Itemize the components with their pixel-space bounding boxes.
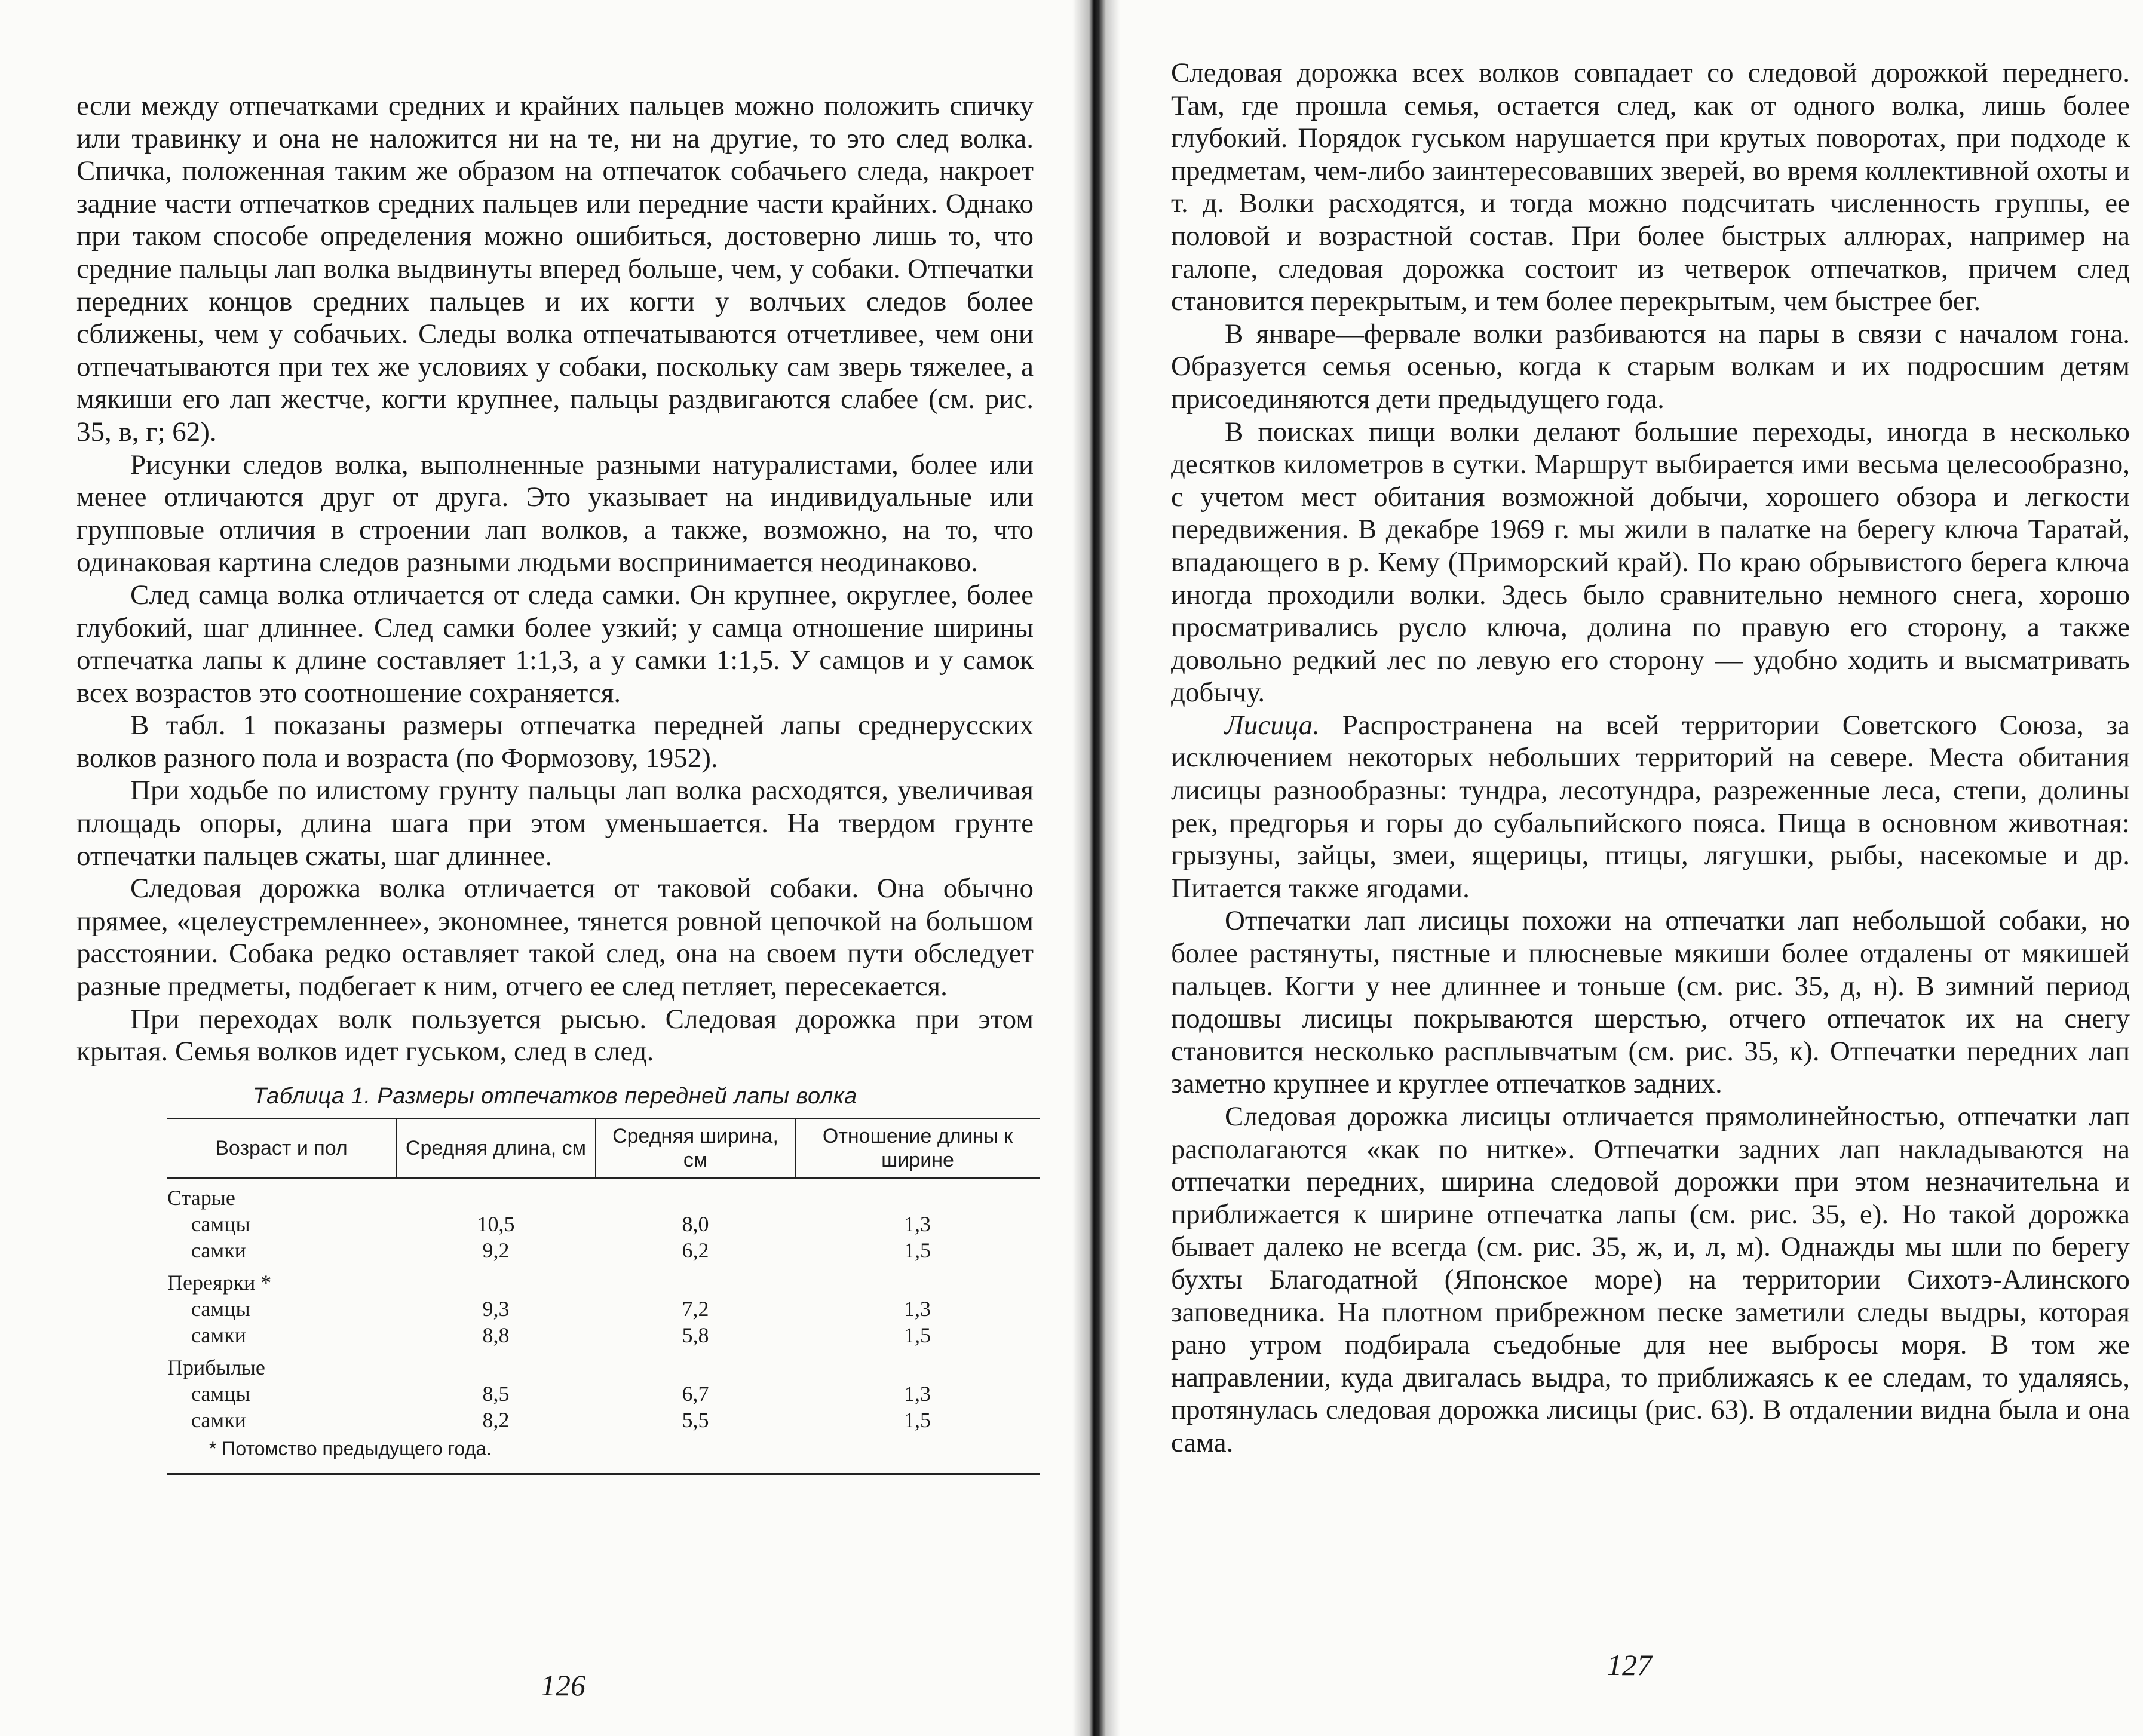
table-footnote: * Потомство предыдущего года. — [167, 1433, 1040, 1475]
table-row — [167, 1407, 1040, 1433]
table-row — [167, 1237, 1040, 1263]
paragraph-text: Распространена на всей территории Советского Союза, за исключением некоторых небольших территорий на севере. Места обитания лисицы разнообразны: тундра, лесотундра, разреженные леса, степи, долины рек, предгорья и горы до субальпийского пояса. Пища в основном животная: грызуны, зайцы, змеи, ящерицы, птицы, лягушки, рыбы, насекомые и др. Питается также ягодами. — [1171, 709, 2130, 904]
paragraph: Следовая дорожка всех волков совпадает со следовой дорожкой переднего. Там, где прошла семья, остается след, как от одного волка, лишь более глубокий. Порядок гуськом нарушается при крутых поворотах, при подходе к предметам, чем-либо заинтересовавших зверей, во время коллективной охоты и т. д. Волки расходятся, и тогда можно подсчитать численность группы, ее половой и возрастной состав. При более быстрых аллюрах, например на галопе, следовая дорожка состоит из четверок отпечатков, причем след становится перекрытым, и тем более перекрытым, чем быстрее бег. — [1171, 57, 2130, 317]
row-label: самки — [191, 1407, 246, 1432]
table-header-row — [167, 1118, 1040, 1177]
table-row — [167, 1211, 1040, 1237]
paragraph: При ходьбе по илистому грунту пальцы лап волка расходятся, увеличивая площадь опоры, длина шага при этом уменьшается. На твердом грунте отпечатки пальцев сжаты, шаг длиннее. — [76, 775, 1034, 872]
paragraph: Следовая дорожка волка отличается от таковой собаки. Она обычно прямее, «целеустремленнее», экономнее, тянется ровной цепочкой на большом расстоянии. Собака редко оставляет такой след, она на своем пути обследует разные предметы, подбегает к ним, отчего ее след петляет, пересекается. — [76, 873, 1034, 1002]
paragraph: При переходах волк пользуется рысью. Следовая дорожка при этом крытая. Семья волков идет гуськом, след в след. — [76, 1003, 1034, 1068]
table-container — [167, 1118, 1040, 1475]
cell-width: 6,2 — [682, 1238, 709, 1262]
cell-length: 9,3 — [482, 1296, 510, 1321]
wolf-track-size-table — [167, 1118, 1040, 1433]
group-label: Переярки * — [167, 1270, 272, 1295]
paragraph-fox — [1171, 709, 2130, 905]
cell-width: 6,7 — [682, 1381, 709, 1406]
row-label: самцы — [191, 1296, 250, 1321]
cell-ratio: 1,5 — [904, 1323, 931, 1347]
row-label: самцы — [191, 1381, 250, 1406]
cell-ratio: 1,5 — [904, 1407, 931, 1432]
paragraph: В поисках пищи волки делают большие переходы, иногда в несколько десятков километров в сутки. Маршрут выбирается ими весьма целесообразно, с учетом мест обитания возможной добычи, хорошего обзора и легкости передвижения. В декабре 1969 г. мы жили в палатке на берегу ключа Таратай, впадающего в р. Кему (Приморский край). По краю обрывистого берега ключа иногда проходили волки. Здесь было сравнительно немного снега, хорошо просматривались русло ключа, долина по правую его сторону, а также довольно редкий лес по левую его сторону — удобно ходить и высматривать добычу. — [1171, 416, 2130, 708]
row-label: самки — [191, 1323, 246, 1347]
cell-length: 8,8 — [482, 1323, 510, 1347]
cell-width: 5,8 — [682, 1323, 709, 1347]
paragraph: В табл. 1 показаны размеры отпечатка передней лапы среднерусских волков разного пола и возраста (по Формозову, 1952). — [76, 710, 1034, 774]
column-header-age-sex: Возраст и пол — [167, 1118, 396, 1177]
column-header-width: Средняя ширина, см — [596, 1118, 795, 1177]
paragraph: Рисунки следов волка, выполненные разными натуралистами, более или менее отличаются друг от друга. Это указывает на индивидуальные или групповые отличия в строении лап волков, а также, возможно, на то, что одинаковая картина следов разными людьми воспринимается неодинаково. — [76, 449, 1034, 578]
cell-width: 7,2 — [682, 1296, 709, 1321]
table-row — [167, 1322, 1040, 1348]
cell-width: 5,5 — [682, 1407, 709, 1432]
cell-ratio: 1,3 — [904, 1296, 931, 1321]
cell-length: 8,2 — [482, 1407, 510, 1432]
paragraph: если между отпечатками средних и крайних пальцев можно положить спичку или травинку и она не наложится ни на те, ни на другие, то это след волка. Спичка, положенная таким же образом на отпечаток собачьего следа, накроет задние части отпечатков средних пальцев или передние части крайних. Однако при таком способе определения можно ошибиться, достоверно лишь то, что средние пальцы лап волка выдвинуты вперед больше, чем, у собаки. Отпечатки передних концов средних пальцев и их когти у волчьих следов более сближены, чем у собачьих. Следы волка отпечатываются отчетливее, чем они отпечатываются при тех же условиях у собаки, поскольку сам зверь тяжелее, а мякиши его лап жестче, когти крупнее, пальцы раздвигаются слабее (см. рис. 35, в, г; 62). — [76, 90, 1034, 447]
table-caption: Таблица 1. Размеры отпечатков передней лапы волка — [253, 1083, 857, 1109]
column-header-length: Средняя длина, см — [396, 1118, 596, 1177]
paragraph: Отпечатки лап лисицы похожи на отпечатки лап небольшой собаки, но более растянуты, пястные и плюсневые мякиши более отдалены от мякишей пальцев. Когти у нее длиннее и тоньше (см. рис. 35, д, н). В зимний период подошвы лисицы покрываются шерстью, отчего отпечаток их на снегу становится несколько расплывчатым (см. рис. 35, к). Отпечатки передних лап заметно крупнее и круглее отпечатков задних. — [1171, 905, 2130, 1100]
right-page — [1120, 0, 2143, 1736]
book-gutter — [1072, 0, 1120, 1736]
paragraph: В январе—фервале волки разбиваются на пары в связи с началом гона. Образуется семья осенью, когда к старым волкам и их подросшим детям присоединяются дети предыдущего года. — [1171, 318, 2130, 415]
left-text-column — [76, 90, 1034, 1475]
row-label: самцы — [191, 1211, 250, 1236]
table-group-row — [167, 1263, 1040, 1296]
cell-width: 8,0 — [682, 1211, 709, 1236]
page-number-right: 127 — [1607, 1648, 1652, 1682]
table-row — [167, 1296, 1040, 1322]
row-label: самки — [191, 1238, 246, 1262]
table-group-row — [167, 1348, 1040, 1381]
paragraph: След самца волка отличается от следа самки. Он крупнее, округлее, более глубокий, шаг длиннее. След самки более узкий; у самца отношение ширины отпечатка лапы к длине составляет 1:1,3, а у самки 1:1,5. У самцов и у самок всех возрастов это соотношение сохраняется. — [76, 579, 1034, 708]
cell-ratio: 1,3 — [904, 1211, 931, 1236]
group-label: Прибылые — [167, 1355, 265, 1379]
column-header-ratio: Отношение длины к ширине — [795, 1118, 1040, 1177]
cell-ratio: 1,5 — [904, 1238, 931, 1262]
right-text-column — [1171, 57, 2130, 1459]
group-label: Старые — [167, 1185, 235, 1210]
page-number-left: 126 — [541, 1668, 585, 1702]
cell-length: 9,2 — [482, 1238, 510, 1262]
cell-length: 8,5 — [482, 1381, 510, 1406]
paragraph: Следовая дорожка лисицы отличается прямолинейностью, отпечатки лап располагаются «как по нитке». Отпечатки задних лап накладываются на отпечатки передних, ширина следовой дорожки при этом незначительна и приближается к ширине отпечатка лапы (см. рис. 35, е). Но такой дорожка бывает далеко не всегда (см. рис. 35, ж, и, л, м). Однажды мы шли по берегу бухты Благодатной (Японское море) на территории Сихотэ-Алинского заповедника. На плотном прибрежном песке заметили следы выдры, которая рано утром подбирала съедобные для нее выбросы моря. В том же направлении, куда двигалась выдра, то приближаясь к ее следам, то удаляясь, протянулась следовая дорожка лисицы (рис. 63). В отдалении видна была и она сама. — [1171, 1101, 2130, 1458]
section-lead-fox: Лисица. — [1225, 709, 1320, 741]
cell-ratio: 1,3 — [904, 1381, 931, 1406]
table-group-row — [167, 1177, 1040, 1211]
cell-length: 10,5 — [477, 1211, 515, 1236]
table-row — [167, 1381, 1040, 1407]
